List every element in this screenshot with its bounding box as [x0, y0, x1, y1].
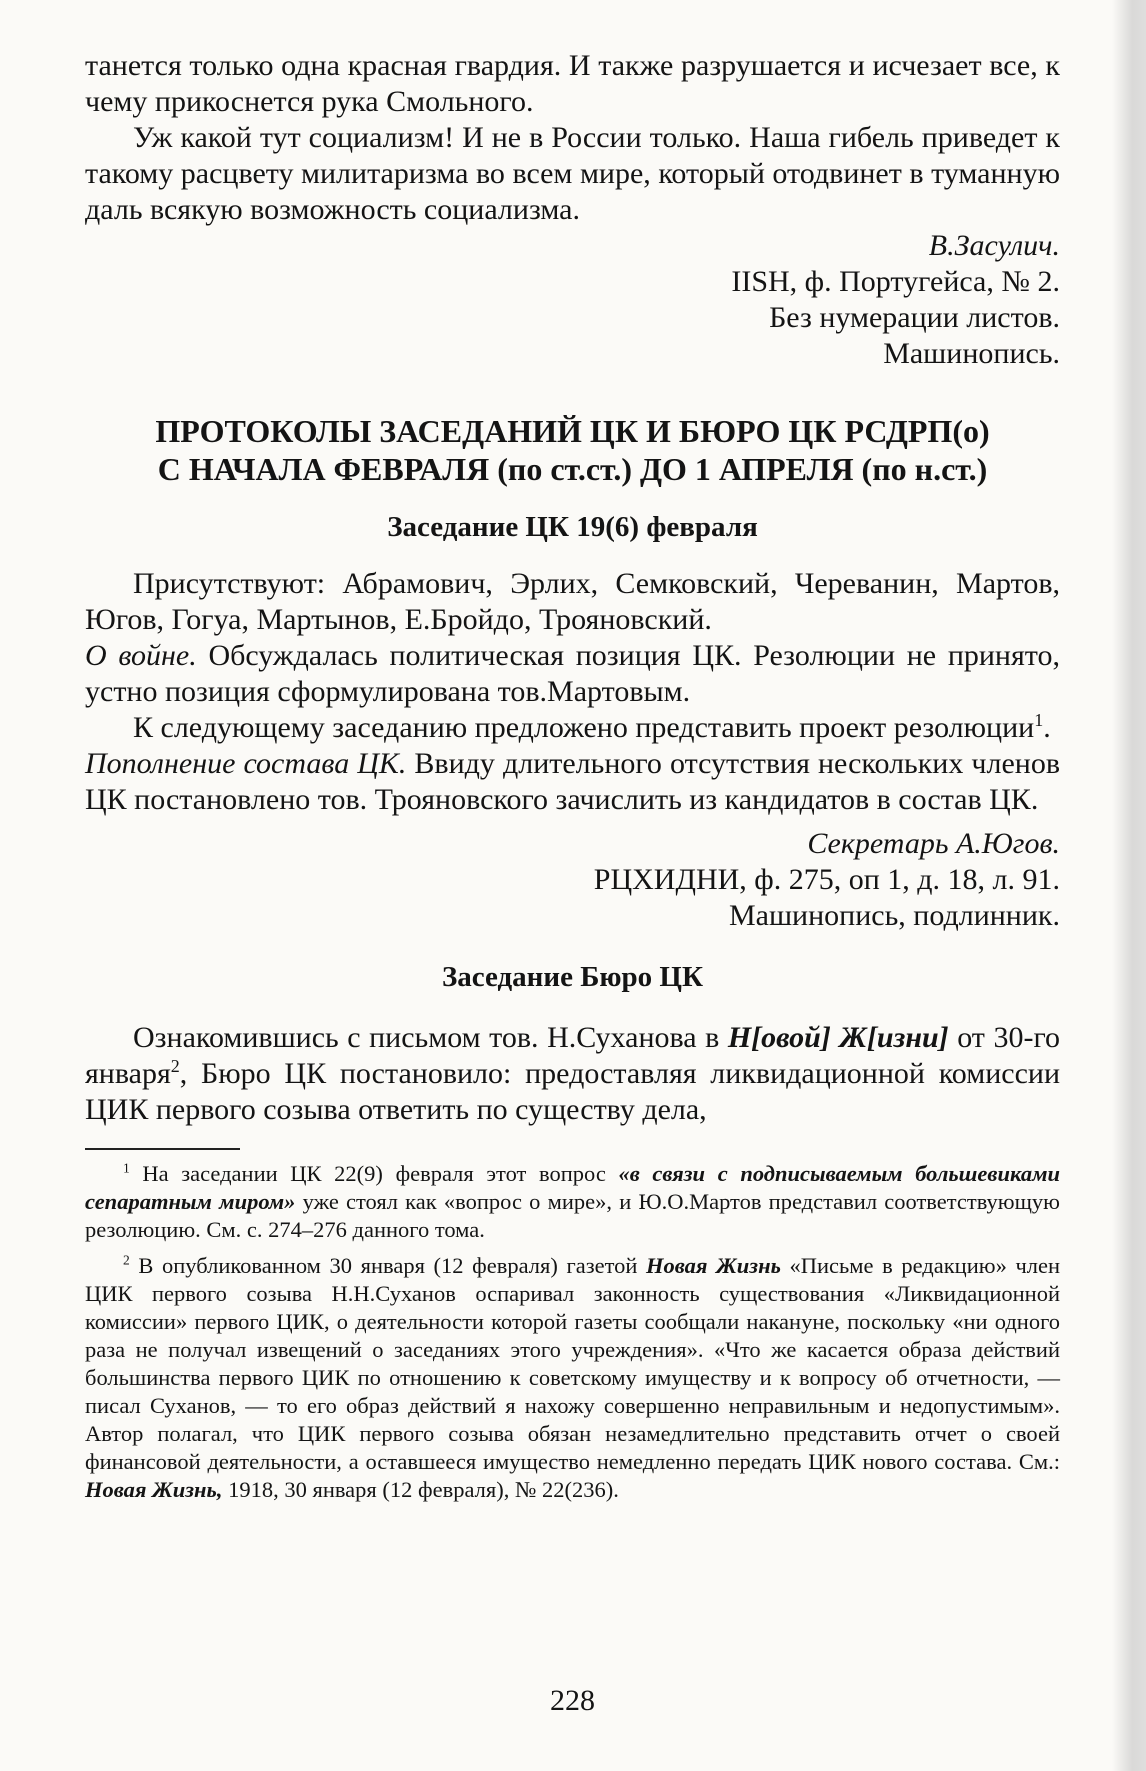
next-meeting-paragraph	[85, 710, 1060, 746]
socialism-paragraph: Уж какой тут социализм! И не в России только. Наша гибель приведет к такому расцвету милитаризма во всем мире, который отодвинет в туманную даль всякую возможность социализма.	[85, 121, 1060, 226]
section-title	[85, 412, 1060, 488]
war-paragraph	[85, 638, 1060, 710]
footnote-2-text-b: «Письме в редакцию» член ЦИК первого созыва Н.Н.Суханов оспаривал законность существования «Ликвидационной комиссии» первого ЦИК, о деятельности которой газеты сообщали накануне, поскольку «ни одного раза не получал извещений о заседаниях этого учреждения». «Что же касается образа действий большинства первого ЦИК по отношению к советскому имуществу и к вопросу об отчетности, — писал Суханов, — то его образ действий я нахожу совершенно неправильным и недопустимым». Автор полагал, что ЦИК первого созыва обязан незамедлительно представить отчет о своей финансовой деятельности, а оставшееся имущество немедленно передать ЦИК нового состава. См.:	[85, 1253, 1061, 1474]
footnote-1-text-b: уже стоял как «вопрос о мире», и Ю.О.Мартов представил соответствующую резолюцию. См. с. 274–276 данного тома.	[85, 1189, 1060, 1242]
footnote-divider	[85, 1148, 240, 1150]
bureau-text-start: Ознакомившись с письмом тов. Н.Суханова в	[133, 1021, 728, 1054]
staff-paragraph	[85, 746, 1060, 818]
bureau-text-mid: от 30-го января	[85, 1021, 1061, 1090]
section-title-line-1: ПРОТОКОЛЫ ЗАСЕДАНИЙ ЦК И БЮРО ЦК РСДРП(о)	[155, 413, 990, 449]
archive-source-line-2: Машинопись, подлинник.	[728, 899, 1060, 932]
footnote-1-text-a: На заседании ЦК 22(9) февраля этот вопрос	[129, 1161, 619, 1186]
source-line-3: Машинопись.	[883, 337, 1060, 370]
war-text: Обсуждалась политическая позиция ЦК. Резолюции не принято, устно позиция сформулирована тов.Мартовым.	[85, 639, 1060, 708]
footnote-2-text-c: 1918, 30 января (12 февраля), № 22(236).	[222, 1477, 619, 1502]
session-2-heading: Заседание Бюро ЦК	[441, 961, 704, 993]
section-title-line-2: С НАЧАЛА ФЕВРАЛЯ (по ст.ст.) ДО 1 АПРЕЛЯ (по н.ст.)	[157, 451, 988, 487]
bureau-text-end: , Бюро ЦК постановило: предоставляя ликвидационной комиссии ЦИК первого созыва ответить по существу дела,	[85, 1057, 1060, 1126]
footnote-1-quote: «в связи с подписываемым большевиками сепаратным миром»	[85, 1161, 1060, 1214]
footnote-1-number: 1	[123, 1160, 130, 1176]
footnote-2-text-a: В опубликованном 30 января (12 февраля) газетой	[129, 1253, 647, 1278]
newspaper-title: Н[овой] Ж[изни]	[727, 1021, 949, 1054]
document-page	[85, 48, 1061, 1717]
secretary-signature: Секретарь А.Югов.	[807, 827, 1060, 860]
page-number: 228	[550, 1684, 595, 1717]
footnote-ref-1: 1	[1034, 710, 1044, 730]
next-meeting-text: К следующему заседанию предложено представить проект резолюции	[133, 711, 1035, 744]
source-line-2: Без нумерации листов.	[769, 301, 1060, 334]
footnote-2-number: 2	[123, 1252, 130, 1268]
source-line-1: IISH, ф. Португейса, № 2.	[731, 265, 1060, 298]
footnote-ref-2: 2	[170, 1056, 180, 1076]
staff-text: Ввиду длительного отсутствия нескольких членов ЦК постановлено тов. Трояновского зачислить из кандидатов в состав ЦК.	[85, 747, 1061, 816]
footnote-1	[85, 1160, 1060, 1244]
footnote-2-newspaper: Новая Жизнь	[646, 1253, 781, 1278]
zasulich-signature: В.Засулич.	[928, 229, 1060, 262]
attendees-paragraph: Присутствуют: Абрамович, Эрлих, Семковский, Череванин, Мартов, Югов, Гогуа, Мартынов, Е.Бройдо, Трояновский.	[85, 567, 1060, 636]
war-label: О войне.	[85, 639, 197, 672]
archive-source-line-1: РЦХИДНИ, ф. 275, оп 1, д. 18, л. 91.	[593, 863, 1060, 896]
bureau-paragraph	[85, 1020, 1060, 1128]
staff-label: Пополнение состава ЦК.	[85, 747, 407, 780]
continuation-paragraph: танется только одна красная гвардия. И также разрушается и исчезает все, к чему прикоснется рука Смольного.	[85, 49, 1060, 118]
session-1-heading: Заседание ЦК 19(6) февраля	[387, 511, 758, 543]
page-edge-shadow	[1112, 0, 1146, 1771]
next-meeting-end: .	[1043, 711, 1051, 744]
footnote-2	[85, 1252, 1060, 1504]
footnote-2-newspaper-ref: Новая Жизнь,	[85, 1477, 223, 1502]
